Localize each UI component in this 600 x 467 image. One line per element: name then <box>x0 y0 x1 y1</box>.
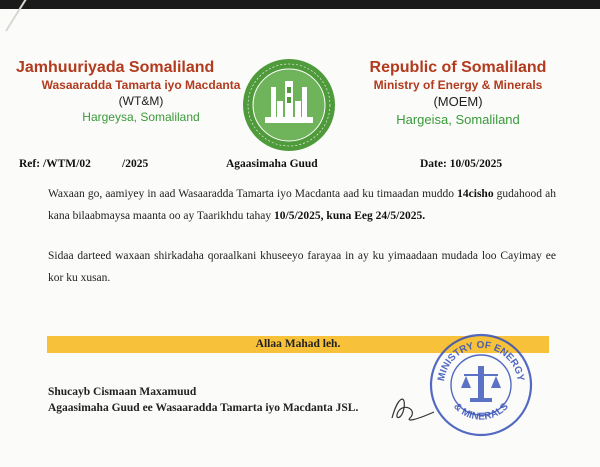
ref-number: Ref: /WTM/02 <box>19 158 91 170</box>
header-left-line1: Jamhuuriyada Somaliland <box>16 59 215 76</box>
p1-text-a: Waxaan go, aamiyey in aad Wasaaradda Tamarta iyo Macdanta aad ku timaadan muddo <box>48 188 458 200</box>
header-right-city: Hargeisa, Somaliland <box>396 112 520 127</box>
signatory-name: Shucayb Cismaan Maxamuud <box>48 386 197 398</box>
header-right <box>348 58 568 129</box>
header-right-line1: Republic of Somaliland <box>369 59 547 76</box>
reference-line <box>0 158 600 174</box>
header-left-city: Hargeysa, Somaliland <box>82 110 200 124</box>
ref-office-title: Agaasimaha Guud <box>226 158 318 170</box>
stamp-bottom-text: & MINERALS <box>451 401 511 423</box>
ref-date: Date: 10/05/2025 <box>420 158 503 170</box>
header-right-abbr: (MOEM) <box>433 94 483 109</box>
header-right-line2: Ministry of Energy & Minerals <box>373 78 543 92</box>
signatory-title: Agaasimaha Guud ee Wasaaradda Tamarta iyo Macdanta JSL. <box>48 402 359 414</box>
p1-duration: 14cisho <box>457 188 494 200</box>
top-border <box>0 0 600 9</box>
header-left <box>16 58 266 125</box>
ref-year: /2025 <box>122 158 149 170</box>
closing-banner: Allaa Mahad leh. <box>47 336 549 353</box>
body-paragraph-1 <box>48 183 556 227</box>
p1-dates: 10/5/2025, kuna Eeg 24/5/2025. <box>274 210 426 222</box>
stamp-top-text: MINISTRY OF ENERGY <box>436 339 526 383</box>
stamp-emblem-icon <box>461 366 501 402</box>
body-paragraph-2: Sidaa darteed waxaan shirkadaha qoraalkani khuseeyo farayaa in ay ku yimaadaan mudada loo Cayimay ee kor ku xusan. <box>48 250 556 284</box>
ministry-emblem-logo <box>241 57 337 153</box>
header-left-abbr: (WT&M) <box>118 94 164 108</box>
header-left-line2: Wasaaradda Tamarta iyo Macdanta <box>41 78 241 92</box>
svg-text:& MINERALS <box>451 401 511 423</box>
official-stamp <box>426 330 536 440</box>
p1-text-c: gudahood ah kana bilaabmaysa maanta oo ay Taarikhdu tahay <box>48 188 556 222</box>
